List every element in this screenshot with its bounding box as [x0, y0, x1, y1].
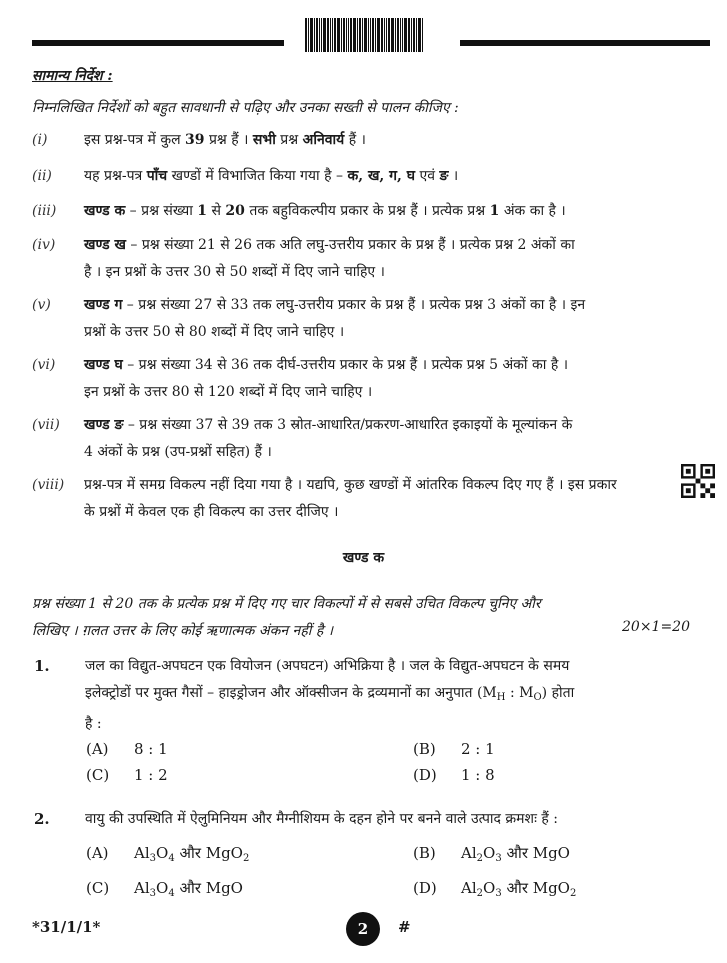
paper-code: *31/1/1* [32, 918, 101, 936]
option-d[interactable]: (D) 1 : 8 [413, 766, 495, 784]
option-a[interactable]: (A) 8 : 1 [86, 740, 168, 758]
option-b[interactable]: (B) 2 : 1 [413, 740, 495, 758]
question [32, 653, 692, 738]
instruction-item: (iv) खण्ड ख – प्रश्न संख्या 21 से 26 तक अति लघु-उत्तरीय प्रकार के प्रश्न हैं । प्रत्येक प्रश्न 2 अंकों का है । इन प्रश्नों के उत्तर 30 से 50 शब्दों में दिए जाने चाहिए । [32, 232, 692, 286]
instruction-item: (vii) खण्ड ङ – प्रश्न संख्या 37 से 39 तक 3 स्रोत-आधारित/प्रकरण-आधारित इकाइयों के मूल्यांकन के 4 अंकों के प्रश्न (उप-प्रश्नों सहित) हैं । [32, 412, 692, 466]
option-a[interactable]: (A) $Al_3O_4$ और MgO$_2$ [86, 844, 250, 864]
instruction-number: (iii) [32, 203, 57, 219]
instruction-number: (ii) [32, 168, 52, 184]
option-c[interactable]: (C) $Al_3O_4$ और MgO [86, 879, 243, 899]
question-number: 2. [34, 810, 50, 828]
question-number: 1. [34, 657, 50, 675]
instruction-number: (viii) [32, 477, 65, 493]
instruction-number: (v) [32, 297, 51, 313]
section-marks: 20×1=20 [622, 619, 690, 635]
header-rule-right [460, 40, 710, 46]
general-instructions-heading: सामान्य निर्देश : [32, 68, 113, 84]
question-text: जल का विद्युत-अपघटन एक वियोजन (अपघटन) अभिक्रिया है । जल के विद्युत-अपघटन के समय इलेक्ट्रोडों पर मुक्त गैसों – हाइड्रोजन और ऑक्सीजन के द्रव्यमानों का अनुपात ($M_H$ : $M_O$) होता है : [85, 658, 575, 732]
section-title: खण्ड क [342, 550, 385, 566]
option-b[interactable]: (B) $Al_2O_3$ और MgO [413, 844, 570, 864]
instruction-number: (vii) [32, 417, 60, 433]
instruction-number: (i) [32, 132, 48, 148]
qr-code-icon [681, 464, 715, 498]
instruction-item: (viii) प्रश्न-पत्र में समग्र विकल्प नहीं दिया गया है । यद्यपि, कुछ खण्डों में आंतरिक विकल्प दिए गए हैं । इस प्रकार के प्रश्नों में केवल एक ही विकल्प का उत्तर दीजिए । [32, 472, 692, 526]
instruction-item: (iii) खण्ड क – प्रश्न संख्या 1 से 20 तक बहुविकल्पीय प्रकार के प्रश्न हैं । प्रत्येक प्रश्न 1 अंक का है । [32, 198, 692, 225]
instruction-number: (vi) [32, 357, 56, 373]
instruction-item: (ii) यह प्रश्न-पत्र पाँच खण्डों में विभाजित किया गया है – क, ख, ग, घ एवं ङ । [32, 163, 692, 190]
question [32, 806, 692, 833]
instruction-item: (i) इस प्रश्न-पत्र में कुल 39 प्रश्न हैं । सभी प्रश्न अनिवार्य हैं । [32, 127, 692, 154]
hash-mark: # [398, 918, 411, 936]
question-text: वायु की उपस्थिति में ऐलुमिनियम और मैग्नीशियम के दहन होने पर बनने वाले उत्पाद क्रमशः हैं : [85, 811, 558, 827]
option-c[interactable]: (C) 1 : 2 [86, 766, 168, 784]
instructions-intro: निम्नलिखित निर्देशों को बहुत सावधानी से पढ़िए और उनका सख्ती से पालन कीजिए : [32, 100, 459, 116]
instruction-item: (v) खण्ड ग – प्रश्न संख्या 27 से 33 तक लघु-उत्तरीय प्रकार के प्रश्न हैं । प्रत्येक प्रश्न 3 अंकों का है । इन प्रश्नों के उत्तर 50 से 80 शब्दों में दिए जाने चाहिए । [32, 292, 692, 346]
instruction-number: (iv) [32, 237, 56, 253]
instruction-item: (vi) खण्ड घ – प्रश्न संख्या 34 से 36 तक दीर्घ-उत्तरीय प्रकार के प्रश्न हैं । प्रत्येक प्रश्न 5 अंकों का है । इन प्रश्नों के उत्तर 80 से 120 शब्दों में दिए जाने चाहिए । [32, 352, 692, 406]
barcode [305, 18, 438, 52]
section-note: प्रश्न संख्या 1 से 20 तक के प्रत्येक प्रश्न में दिए गए चार विकल्पों में से सबसे उचित विकल्प चुनिए और लिखिए । ग़लत उत्तर के लिए कोई ऋणात्मक अंकन नहीं है । [32, 596, 541, 639]
page-number: 2 [346, 912, 380, 946]
option-d[interactable]: (D) $Al_2O_3$ और MgO$_2$ [413, 879, 577, 899]
header-rule-left [32, 40, 284, 46]
